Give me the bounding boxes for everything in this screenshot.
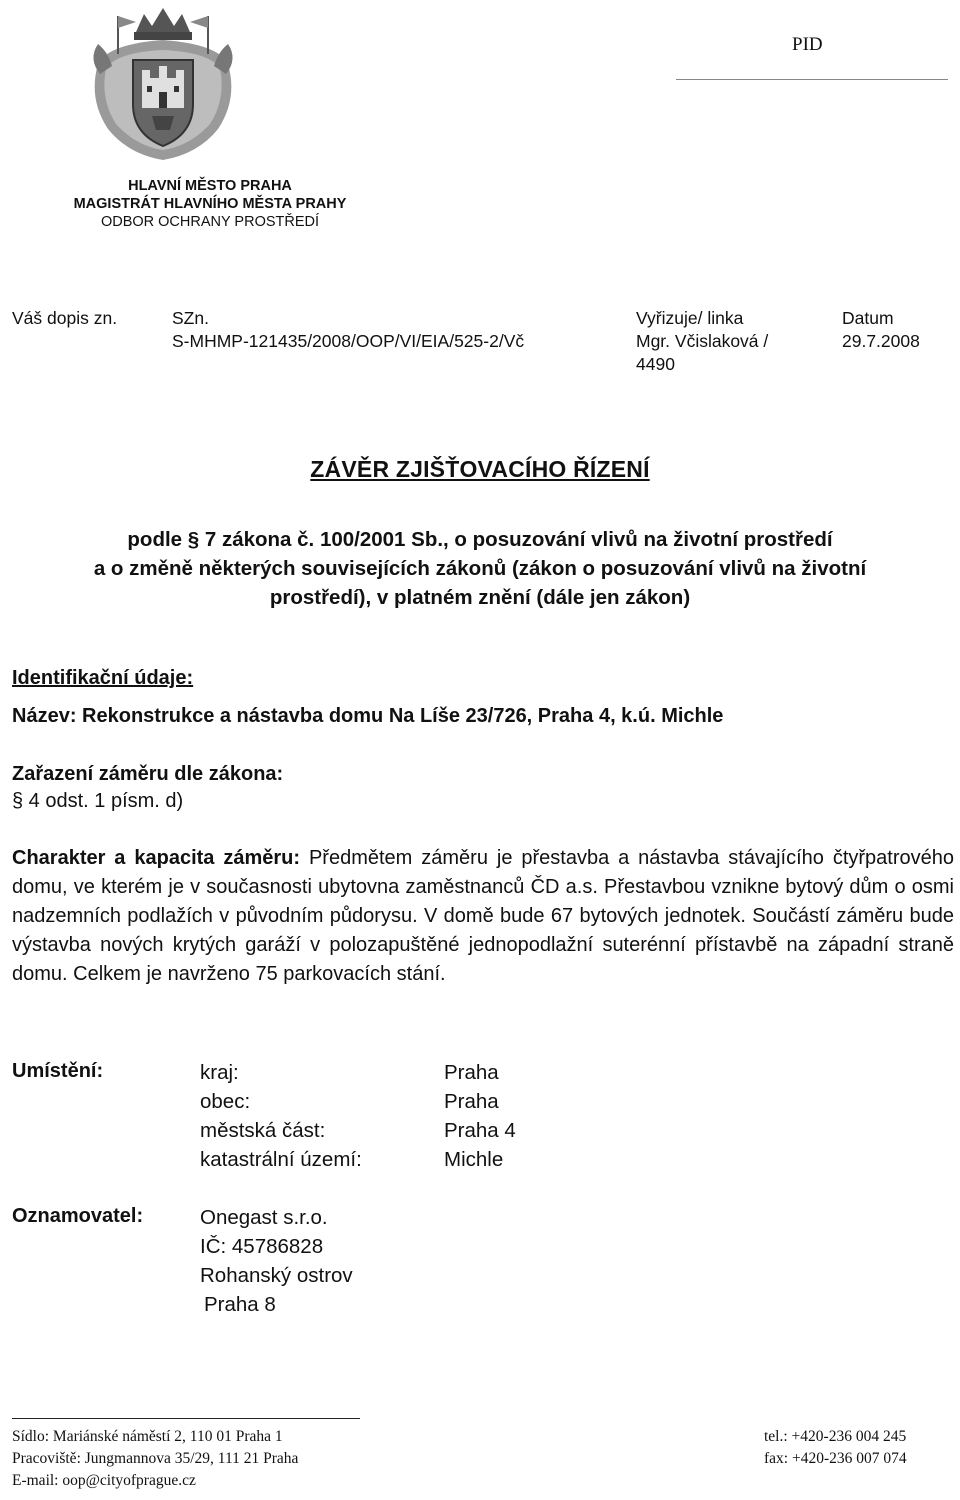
prague-coat-of-arms-logo bbox=[78, 4, 248, 164]
category-label: Zařazení záměru dle zákona: bbox=[12, 763, 284, 785]
subtitle-line-1: podle § 7 zákona č. 100/2001 Sb., o posuzování vlivů na životní prostředí bbox=[127, 528, 833, 551]
location-label: Umístění: bbox=[12, 1060, 104, 1082]
character-label: Charakter a kapacita záměru: bbox=[12, 847, 301, 869]
pid-stamp: PID bbox=[792, 34, 823, 55]
vas-dopis-label: Váš dopis zn. bbox=[12, 308, 118, 328]
szn-label: SZn. bbox=[172, 308, 209, 328]
org-line-magistrate: MAGISTRÁT HLAVNÍHO MĚSTA PRAHY bbox=[73, 196, 347, 212]
subtitle-line-2: a o změně některých souvisejících zákonů (zákon o posuzování vlivů na životní bbox=[93, 557, 867, 580]
notifier-label: Oznamovatel: bbox=[12, 1205, 144, 1227]
footer-phone: tel.: +420-236 004 245 bbox=[764, 1428, 907, 1445]
location-value-kraj: Praha bbox=[444, 1061, 499, 1084]
org-line-city: HLAVNÍ MĚSTO PRAHA bbox=[128, 178, 292, 194]
name-label: Název: bbox=[12, 705, 77, 727]
linka-value: 4490 bbox=[636, 354, 675, 374]
footer-fax: fax: +420-236 007 074 bbox=[764, 1450, 907, 1467]
location-value-obec: Praha bbox=[444, 1090, 499, 1113]
datum-label: Datum bbox=[842, 308, 894, 328]
org-line-department: ODBOR OCHRANY PROSTŘEDÍ bbox=[100, 214, 320, 230]
category-value: § 4 odst. 1 písm. d) bbox=[12, 790, 184, 812]
footer-address: Sídlo: Mariánské náměstí 2, 110 01 Praha 1 bbox=[12, 1428, 283, 1445]
footer-workplace: Pracoviště: Jungmannova 35/29, 111 21 Praha bbox=[12, 1450, 299, 1467]
notifier-line-company: Onegast s.r.o. bbox=[200, 1206, 328, 1229]
character-paragraph bbox=[12, 844, 954, 989]
vyrizuje-label: Vyřizuje/ linka bbox=[636, 308, 744, 328]
location-key-mestska-cast: městská část: bbox=[200, 1119, 326, 1142]
notifier-line-ico: IČ: 45786828 bbox=[200, 1235, 324, 1258]
location-key-obec: obec: bbox=[200, 1090, 251, 1113]
document-title: ZÁVĚR ZJIŠŤOVACÍHO ŘÍZENÍ bbox=[310, 456, 650, 482]
footer-rule bbox=[12, 1418, 360, 1419]
datum-value: 29.7.2008 bbox=[842, 331, 920, 351]
notifier-line-city: Praha 8 bbox=[204, 1293, 276, 1316]
location-value-mestska-cast: Praha 4 bbox=[444, 1119, 516, 1142]
stamp-underline bbox=[676, 79, 948, 80]
identification-heading: Identifikační údaje: bbox=[12, 667, 194, 689]
footer-email: E-mail: oop@cityofprague.cz bbox=[12, 1472, 196, 1489]
vyrizuje-value: Mgr. Včislaková / bbox=[636, 331, 769, 351]
name-value: Rekonstrukce a nástavba domu Na Líše 23/726, Praha 4, k.ú. Michle bbox=[82, 705, 724, 727]
location-key-kraj: kraj: bbox=[200, 1061, 239, 1084]
location-value-katastralni-uzemi: Michle bbox=[444, 1148, 504, 1171]
subtitle-line-3: prostředí), v platném znění (dále jen zákon) bbox=[269, 586, 691, 609]
character-text: Předmětem záměru je přestavba a nástavba stávajícího čtyřpatrového domu, ve kterém je v současnosti ubytovna zaměstnanců ČD a.s. Přestavbou vznikne bytový dům o osmi nadzemních podlažích v původním půdorysu. V domě bude 67 bytových jednotek. Součástí záměru bude výstavba nových krytých garáží v polozapuštěné jednopodlažní suterénní přístavbě na západní straně domu. Celkem je navrženo 75 parkovacích stání. bbox=[12, 847, 954, 985]
name-row bbox=[12, 705, 723, 728]
notifier-line-street: Rohanský ostrov bbox=[200, 1264, 353, 1287]
szn-value: S-MHMP-121435/2008/OOP/VI/EIA/525-2/Vč bbox=[172, 331, 525, 351]
location-key-katastralni-uzemi: katastrální území: bbox=[200, 1148, 362, 1171]
